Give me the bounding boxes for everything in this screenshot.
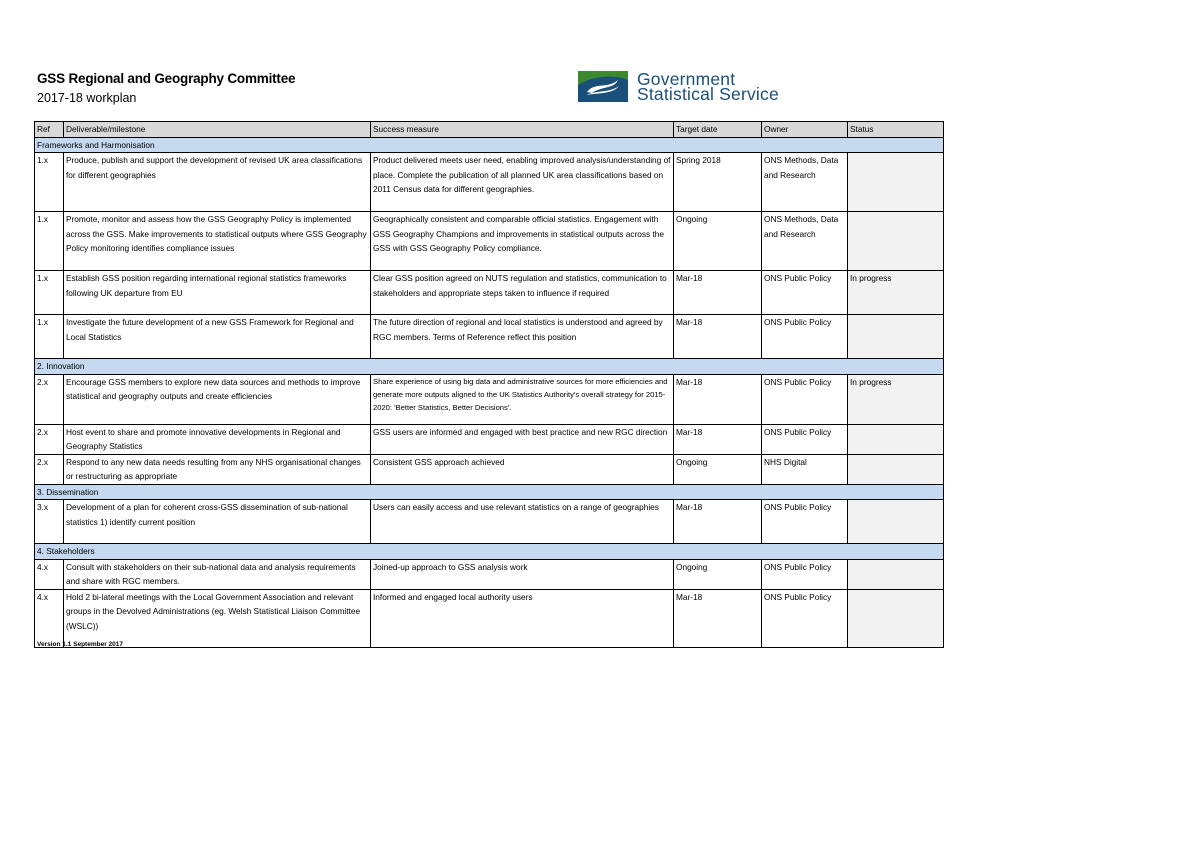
cell-target: Ongoing — [674, 559, 762, 589]
col-header-ref: Ref — [35, 122, 64, 138]
cell-target: Mar-18 — [674, 424, 762, 454]
cell-ref: 4.x — [35, 589, 64, 647]
table-row — [35, 153, 944, 212]
cell-deliverable: Hold 2 bi-lateral meetings with the Local Government Association and relevant groups in the Devolved Administrations (eg. Welsh Statistical Liaison Committee (WSLC)) — [64, 589, 371, 647]
logo-line-1: Government — [637, 68, 736, 89]
col-header-target: Target date — [674, 122, 762, 138]
cell-target: Mar-18 — [674, 374, 762, 424]
cell-success: Informed and engaged local authority users — [371, 589, 674, 647]
section-row-stakeholders — [35, 544, 944, 560]
cell-owner: ONS Public Policy — [762, 559, 848, 589]
col-header-deliverable: Deliverable/milestone — [64, 122, 371, 138]
table-row — [35, 559, 944, 589]
section-title: Frameworks and Harmonisation — [35, 137, 944, 153]
gss-logo-icon — [578, 71, 628, 102]
cell-success: Clear GSS position agreed on NUTS regulation and statistics, communication to stakeholders and appropriate steps taken to influence if required — [371, 271, 674, 315]
cell-success: Geographically consistent and comparable official statistics. Engagement with GSS Geography Champions and improvements in statistical outputs across the GSS with GSS Geography Policy compliance. — [371, 212, 674, 271]
cell-success: GSS users are informed and engaged with best practice and new RGC direction — [371, 424, 674, 454]
table-row — [35, 500, 944, 544]
cell-target: Spring 2018 — [674, 153, 762, 212]
cell-status — [848, 589, 944, 647]
logo-line-2: Statistical Service — [637, 83, 779, 104]
section-title: 3. Dissemination — [35, 484, 944, 500]
section-row-dissemination — [35, 484, 944, 500]
cell-status — [848, 424, 944, 454]
table-row — [35, 424, 944, 454]
cell-success: Users can easily access and use relevant statistics on a range of geographies — [371, 500, 674, 544]
cell-deliverable: Establish GSS position regarding international regional statistics frameworks following UK departure from EU — [64, 271, 371, 315]
gss-logo — [578, 68, 779, 104]
cell-deliverable: Host event to share and promote innovative developments in Regional and Geography Statistics — [64, 424, 371, 454]
document-subtitle: 2017-18 workplan — [37, 91, 137, 105]
cell-status — [848, 454, 944, 484]
cell-status — [848, 153, 944, 212]
cell-status — [848, 212, 944, 271]
cell-status — [848, 500, 944, 544]
cell-ref: 4.x — [35, 559, 64, 589]
version-footer: Version 1.1 September 2017 — [37, 641, 123, 648]
cell-ref: 3.x — [35, 500, 64, 544]
cell-owner: ONS Public Policy — [762, 500, 848, 544]
cell-owner: NHS Digital — [762, 454, 848, 484]
document-title: GSS Regional and Geography Committee — [37, 71, 296, 86]
cell-target: Ongoing — [674, 212, 762, 271]
cell-ref: 1.x — [35, 315, 64, 359]
cell-target: Mar-18 — [674, 271, 762, 315]
cell-target: Mar-18 — [674, 589, 762, 647]
cell-deliverable: Encourage GSS members to explore new data sources and methods to improve statistical and geography outputs and create efficiencies — [64, 374, 371, 424]
cell-ref: 2.x — [35, 374, 64, 424]
cell-status — [848, 559, 944, 589]
cell-success: Product delivered meets user need, enabling improved analysis/understanding of place. Complete the publication of all planned UK area classifications based on 2011 Census data for different geographies. — [371, 153, 674, 212]
col-header-owner: Owner — [762, 122, 848, 138]
cell-deliverable: Investigate the future development of a new GSS Framework for Regional and Local Statistics — [64, 315, 371, 359]
cell-status — [848, 315, 944, 359]
cell-deliverable: Consult with stakeholders on their sub-national data and analysis requirements and share with RGC members. — [64, 559, 371, 589]
cell-ref: 1.x — [35, 153, 64, 212]
cell-success: The future direction of regional and local statistics is understood and agreed by RGC members. Terms of Reference reflect this position — [371, 315, 674, 359]
cell-owner: ONS Public Policy — [762, 374, 848, 424]
cell-success: Share experience of using big data and administrative sources for more efficiencies and generate more outputs aligned to the UK Statistics Authority's overall strategy for 2015-2020: 'Better Statistics, Better Decisions'. — [371, 374, 674, 424]
section-title: 4. Stakeholders — [35, 544, 944, 560]
cell-target: Mar-18 — [674, 315, 762, 359]
table-row — [35, 374, 944, 424]
table-row — [35, 454, 944, 484]
cell-status: In progress — [848, 271, 944, 315]
logo-wordmark — [637, 68, 779, 104]
cell-deliverable: Development of a plan for coherent cross-GSS dissemination of sub-national statistics 1) identify current position — [64, 500, 371, 544]
table-row — [35, 589, 944, 647]
cell-owner: ONS Public Policy — [762, 589, 848, 647]
cell-status: In progress — [848, 374, 944, 424]
cell-deliverable: Promote, monitor and assess how the GSS Geography Policy is implemented across the GSS. Make improvements to statistical outputs where GSS Geography Policy monitoring identifies compliance issues — [64, 212, 371, 271]
cell-deliverable: Respond to any new data needs resulting from any NHS organisational changes or restructuring as appropriate — [64, 454, 371, 484]
cell-deliverable: Produce, publish and support the development of revised UK area classifications for different geographies — [64, 153, 371, 212]
cell-owner: ONS Public Policy — [762, 271, 848, 315]
cell-target: Ongoing — [674, 454, 762, 484]
col-header-status: Status — [848, 122, 944, 138]
cell-owner: ONS Methods, Data and Research — [762, 153, 848, 212]
section-row-frameworks — [35, 137, 944, 153]
cell-ref: 1.x — [35, 271, 64, 315]
header-row — [35, 122, 944, 138]
section-title: 2. Innovation — [35, 359, 944, 375]
section-row-innovation — [35, 359, 944, 375]
cell-success: Joined-up approach to GSS analysis work — [371, 559, 674, 589]
table-row — [35, 212, 944, 271]
cell-success: Consistent GSS approach achieved — [371, 454, 674, 484]
cell-owner: ONS Public Policy — [762, 424, 848, 454]
cell-ref: 2.x — [35, 424, 64, 454]
cell-ref: 1.x — [35, 212, 64, 271]
cell-owner: ONS Public Policy — [762, 315, 848, 359]
table-row — [35, 315, 944, 359]
cell-ref: 2.x — [35, 454, 64, 484]
col-header-success: Success measure — [371, 122, 674, 138]
cell-target: Mar-18 — [674, 500, 762, 544]
cell-owner: ONS Methods, Data and Research — [762, 212, 848, 271]
workplan-table — [34, 121, 944, 648]
table-row — [35, 271, 944, 315]
